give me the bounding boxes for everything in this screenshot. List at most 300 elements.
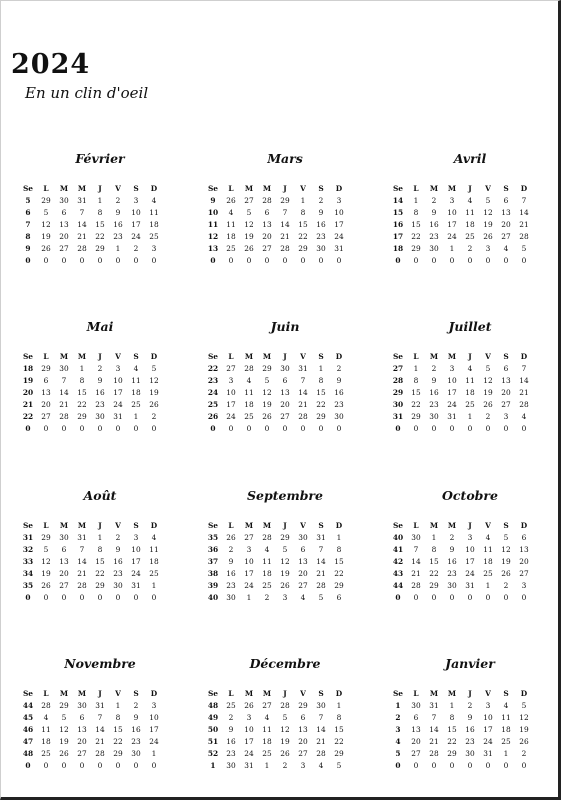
day-cell: 0 <box>485 424 491 433</box>
day-cell: 0 <box>336 424 342 433</box>
day-cell: 24 <box>447 400 457 409</box>
week-row <box>19 219 163 231</box>
week-number: 8 <box>25 232 31 241</box>
week-number: 0 <box>25 424 31 433</box>
day-cell: 20 <box>501 220 511 229</box>
day-cell: 27 <box>59 244 69 253</box>
week-number: 6 <box>25 208 31 217</box>
week-number: 51 <box>207 737 219 746</box>
week-row <box>389 195 533 207</box>
week-row <box>19 399 163 411</box>
day-cell: 22 <box>411 400 421 409</box>
day-cell: 2 <box>521 749 527 758</box>
day-cell: 0 <box>264 256 270 265</box>
week-row <box>19 748 163 760</box>
week-row <box>389 748 533 760</box>
day-cell: 23 <box>95 400 105 409</box>
day-cell: 29 <box>429 581 439 590</box>
day-cell: 5 <box>246 208 252 217</box>
day-cell: 0 <box>413 761 419 770</box>
weekday-header: V <box>300 520 306 530</box>
week-number: 16 <box>392 220 404 229</box>
day-cell: 22 <box>298 232 308 241</box>
day-cell: 30 <box>59 533 69 542</box>
day-cell: 28 <box>244 364 254 373</box>
day-cell: 7 <box>318 713 324 722</box>
weekday-header: S <box>318 183 324 193</box>
weekday-header: M <box>244 183 254 193</box>
day-cell: 31 <box>95 701 105 710</box>
weekday-header: S <box>133 183 139 193</box>
week-row <box>204 363 348 375</box>
day-cell: 8 <box>79 376 85 385</box>
day-cell: 3 <box>521 581 527 590</box>
week-row <box>389 568 533 580</box>
week-row <box>204 700 348 712</box>
week-number-header: Se <box>22 520 34 530</box>
day-cell: 2 <box>133 701 139 710</box>
week-row <box>19 556 163 568</box>
day-cell: 2 <box>264 593 270 602</box>
week-row <box>204 423 348 435</box>
day-cell: 11 <box>244 388 254 397</box>
day-cell: 0 <box>97 424 103 433</box>
day-cell: 2 <box>318 196 324 205</box>
week-number: 0 <box>25 256 31 265</box>
day-cell: 1 <box>300 196 306 205</box>
day-cell: 3 <box>300 761 306 770</box>
year-title: 2024 <box>11 49 91 80</box>
day-cell: 27 <box>298 749 308 758</box>
day-cell: 30 <box>95 412 105 421</box>
day-cell: 1 <box>336 701 342 710</box>
day-cell: 12 <box>483 208 493 217</box>
day-cell: 2 <box>485 412 491 421</box>
day-cell: 14 <box>95 725 105 734</box>
day-cell: 16 <box>226 737 236 746</box>
day-cell: 18 <box>483 557 493 566</box>
day-cell: 3 <box>336 196 342 205</box>
week-number: 20 <box>22 388 34 397</box>
day-cell: 0 <box>318 256 324 265</box>
day-cell: 0 <box>115 424 121 433</box>
week-number: 5 <box>25 196 31 205</box>
weekday-header: L <box>228 351 234 361</box>
day-cell: 24 <box>131 232 141 241</box>
day-cell: 17 <box>244 737 254 746</box>
day-cell: 1 <box>151 749 157 758</box>
day-cell: 13 <box>59 220 69 229</box>
month-name: Mai <box>86 319 114 334</box>
week-number: 45 <box>22 713 34 722</box>
day-cell: 11 <box>149 208 159 217</box>
day-cell: 29 <box>411 412 421 421</box>
day-cell: 0 <box>133 593 139 602</box>
day-cell: 23 <box>429 232 439 241</box>
day-cell: 5 <box>318 593 324 602</box>
week-number: 52 <box>207 749 219 758</box>
day-cell: 28 <box>262 196 272 205</box>
week-number-header: Se <box>392 688 404 698</box>
day-cell: 28 <box>262 533 272 542</box>
weekday-header-row <box>389 350 533 363</box>
week-number: 0 <box>395 256 401 265</box>
week-row <box>19 195 163 207</box>
week-number: 13 <box>207 244 219 253</box>
day-cell: 31 <box>316 533 326 542</box>
day-cell: 22 <box>95 232 105 241</box>
week-number: 21 <box>22 400 34 409</box>
day-cell: 10 <box>483 713 493 722</box>
day-cell: 11 <box>501 713 511 722</box>
day-cell: 1 <box>264 761 270 770</box>
weekday-header: M <box>244 688 254 698</box>
day-cell: 9 <box>318 208 324 217</box>
day-cell: 26 <box>41 581 51 590</box>
week-number: 36 <box>207 545 219 554</box>
week-row <box>389 556 533 568</box>
month-table <box>19 687 163 772</box>
week-row <box>19 375 163 387</box>
week-row <box>389 580 533 592</box>
weekday-header: S <box>503 520 509 530</box>
week-row <box>19 255 163 267</box>
day-cell: 3 <box>485 244 491 253</box>
day-cell: 25 <box>244 412 254 421</box>
month-table <box>389 350 533 435</box>
day-cell: 5 <box>282 713 288 722</box>
day-cell: 31 <box>131 581 141 590</box>
day-cell: 4 <box>521 412 527 421</box>
day-cell: 12 <box>41 220 51 229</box>
week-number: 17 <box>392 232 404 241</box>
day-cell: 29 <box>41 196 51 205</box>
week-number: 25 <box>207 400 219 409</box>
week-number: 0 <box>210 424 216 433</box>
week-row <box>389 219 533 231</box>
day-cell: 7 <box>318 545 324 554</box>
month-table <box>204 687 348 772</box>
week-number: 15 <box>392 208 404 217</box>
day-cell: 26 <box>226 196 236 205</box>
day-cell: 3 <box>485 701 491 710</box>
weekday-header: M <box>429 351 439 361</box>
day-cell: 23 <box>113 569 123 578</box>
week-number: 3 <box>395 725 401 734</box>
weekday-header: J <box>98 351 102 361</box>
day-cell: 0 <box>431 593 437 602</box>
day-cell: 7 <box>61 376 67 385</box>
day-cell: 9 <box>449 545 455 554</box>
day-cell: 17 <box>113 388 123 397</box>
day-cell: 19 <box>483 220 493 229</box>
week-row <box>19 712 163 724</box>
month-table <box>19 182 163 267</box>
day-cell: 9 <box>228 557 234 566</box>
week-row <box>204 207 348 219</box>
day-cell: 29 <box>280 533 290 542</box>
week-row <box>204 243 348 255</box>
day-cell: 18 <box>262 737 272 746</box>
day-cell: 8 <box>431 545 437 554</box>
day-cell: 14 <box>59 388 69 397</box>
week-number: 43 <box>392 569 404 578</box>
month-block <box>389 319 551 435</box>
day-cell: 6 <box>282 376 288 385</box>
day-cell: 6 <box>43 376 49 385</box>
weekday-header: J <box>283 351 287 361</box>
week-number: 31 <box>392 412 404 421</box>
day-cell: 15 <box>411 388 421 397</box>
month-name: Février <box>75 151 125 166</box>
day-cell: 0 <box>115 256 121 265</box>
day-cell: 30 <box>465 749 475 758</box>
month-block <box>204 151 366 267</box>
day-cell: 10 <box>465 545 475 554</box>
month-block <box>19 488 181 604</box>
day-cell: 16 <box>429 220 439 229</box>
weekday-header: D <box>520 351 528 361</box>
week-row <box>389 375 533 387</box>
month-block <box>204 488 366 604</box>
day-cell: 25 <box>149 569 159 578</box>
day-cell: 29 <box>41 364 51 373</box>
day-cell: 1 <box>318 364 324 373</box>
day-cell: 30 <box>447 581 457 590</box>
weekday-header: L <box>413 351 419 361</box>
month-name: Octobre <box>442 488 498 503</box>
day-cell: 26 <box>226 533 236 542</box>
day-cell: 28 <box>59 412 69 421</box>
week-row <box>389 207 533 219</box>
day-cell: 31 <box>113 412 123 421</box>
week-row <box>19 580 163 592</box>
day-cell: 0 <box>282 424 288 433</box>
weekday-header: D <box>150 351 158 361</box>
day-cell: 28 <box>298 412 308 421</box>
day-cell: 16 <box>95 388 105 397</box>
day-cell: 18 <box>465 388 475 397</box>
day-cell: 1 <box>246 593 252 602</box>
day-cell: 30 <box>316 244 326 253</box>
week-number: 35 <box>207 533 219 542</box>
weekday-header: L <box>228 520 234 530</box>
day-cell: 30 <box>59 364 69 373</box>
weekday-header: L <box>413 520 419 530</box>
day-cell: 24 <box>113 400 123 409</box>
month-name: Juin <box>270 319 300 334</box>
day-cell: 22 <box>77 400 87 409</box>
week-number: 28 <box>392 376 404 385</box>
weekday-header: M <box>429 520 439 530</box>
day-cell: 10 <box>447 208 457 217</box>
day-cell: 27 <box>519 569 529 578</box>
day-cell: 0 <box>467 761 473 770</box>
day-cell: 0 <box>115 593 121 602</box>
day-cell: 0 <box>151 761 157 770</box>
day-cell: 0 <box>97 761 103 770</box>
day-cell: 1 <box>133 412 139 421</box>
day-cell: 29 <box>298 244 308 253</box>
day-cell: 6 <box>521 533 527 542</box>
weekday-header: D <box>150 183 158 193</box>
week-number: 0 <box>210 256 216 265</box>
weekday-header: D <box>335 183 343 193</box>
day-cell: 30 <box>226 593 236 602</box>
day-cell: 0 <box>43 424 49 433</box>
day-cell: 3 <box>467 533 473 542</box>
day-cell: 6 <box>61 208 67 217</box>
day-cell: 0 <box>431 256 437 265</box>
day-cell: 17 <box>334 220 344 229</box>
day-cell: 5 <box>43 208 49 217</box>
week-number: 18 <box>22 364 34 373</box>
day-cell: 31 <box>77 533 87 542</box>
day-cell: 24 <box>149 737 159 746</box>
subtitle: En un clin d'oeil <box>25 84 149 102</box>
week-row <box>204 411 348 423</box>
day-cell: 4 <box>318 761 324 770</box>
week-row <box>19 544 163 556</box>
day-cell: 2 <box>228 545 234 554</box>
week-number: 12 <box>207 232 219 241</box>
day-cell: 16 <box>447 557 457 566</box>
week-row <box>19 231 163 243</box>
day-cell: 18 <box>41 737 51 746</box>
day-cell: 20 <box>519 557 529 566</box>
day-cell: 17 <box>131 220 141 229</box>
weekday-header: J <box>468 688 472 698</box>
week-row <box>389 736 533 748</box>
weekday-header-row <box>19 519 163 532</box>
day-cell: 20 <box>41 400 51 409</box>
day-cell: 16 <box>465 725 475 734</box>
day-cell: 0 <box>115 761 121 770</box>
day-cell: 3 <box>228 376 234 385</box>
day-cell: 30 <box>280 364 290 373</box>
day-cell: 1 <box>467 412 473 421</box>
day-cell: 12 <box>149 376 159 385</box>
day-cell: 10 <box>226 388 236 397</box>
day-cell: 12 <box>483 376 493 385</box>
week-row <box>204 195 348 207</box>
day-cell: 25 <box>226 244 236 253</box>
day-cell: 0 <box>449 424 455 433</box>
week-number: 9 <box>25 244 31 253</box>
week-number: 22 <box>207 364 219 373</box>
day-cell: 13 <box>59 557 69 566</box>
day-cell: 2 <box>449 533 455 542</box>
day-cell: 21 <box>316 569 326 578</box>
day-cell: 26 <box>244 701 254 710</box>
weekday-header: M <box>77 520 87 530</box>
day-cell: 4 <box>228 208 234 217</box>
weekday-header-row <box>19 350 163 363</box>
weekday-header: L <box>228 183 234 193</box>
week-row <box>19 700 163 712</box>
day-cell: 26 <box>262 412 272 421</box>
weekday-header: M <box>59 351 69 361</box>
day-cell: 24 <box>334 232 344 241</box>
day-cell: 2 <box>336 364 342 373</box>
day-cell: 0 <box>264 424 270 433</box>
day-cell: 7 <box>413 545 419 554</box>
day-cell: 16 <box>113 557 123 566</box>
day-cell: 22 <box>411 232 421 241</box>
week-number: 7 <box>25 220 31 229</box>
day-cell: 0 <box>300 424 306 433</box>
day-cell: 9 <box>228 725 234 734</box>
day-cell: 9 <box>431 376 437 385</box>
day-cell: 30 <box>429 412 439 421</box>
day-cell: 10 <box>131 208 141 217</box>
weekday-header: M <box>77 183 87 193</box>
week-number-header: Se <box>207 688 219 698</box>
week-number: 26 <box>207 412 219 421</box>
day-cell: 5 <box>503 533 509 542</box>
day-cell: 3 <box>282 593 288 602</box>
week-row <box>389 231 533 243</box>
weekday-header: V <box>115 688 121 698</box>
day-cell: 26 <box>483 232 493 241</box>
day-cell: 19 <box>262 400 272 409</box>
day-cell: 20 <box>59 569 69 578</box>
weekday-header: S <box>133 520 139 530</box>
day-cell: 8 <box>336 713 342 722</box>
week-number: 23 <box>207 376 219 385</box>
day-cell: 26 <box>41 244 51 253</box>
day-cell: 0 <box>61 256 67 265</box>
day-cell: 7 <box>97 713 103 722</box>
week-number: 30 <box>392 400 404 409</box>
week-number: 38 <box>207 569 219 578</box>
weekday-header: M <box>59 688 69 698</box>
day-cell: 24 <box>483 737 493 746</box>
day-cell: 28 <box>77 581 87 590</box>
day-cell: 0 <box>43 761 49 770</box>
day-cell: 0 <box>431 761 437 770</box>
day-cell: 16 <box>131 725 141 734</box>
day-cell: 31 <box>465 581 475 590</box>
week-row <box>389 363 533 375</box>
month-block <box>19 151 181 267</box>
weekday-header: S <box>503 688 509 698</box>
day-cell: 2 <box>115 533 121 542</box>
day-cell: 4 <box>467 196 473 205</box>
week-number: 35 <box>22 581 34 590</box>
day-cell: 28 <box>280 244 290 253</box>
day-cell: 0 <box>61 593 67 602</box>
day-cell: 11 <box>465 376 475 385</box>
day-cell: 24 <box>131 569 141 578</box>
weekday-header: D <box>150 688 158 698</box>
day-cell: 10 <box>149 713 159 722</box>
weekday-header: D <box>335 520 343 530</box>
day-cell: 0 <box>133 256 139 265</box>
day-cell: 27 <box>77 749 87 758</box>
day-cell: 11 <box>262 725 272 734</box>
day-cell: 8 <box>115 713 121 722</box>
day-cell: 4 <box>503 244 509 253</box>
day-cell: 4 <box>151 533 157 542</box>
day-cell: 25 <box>226 701 236 710</box>
day-cell: 30 <box>334 412 344 421</box>
day-cell: 0 <box>449 256 455 265</box>
day-cell: 0 <box>133 424 139 433</box>
month-block <box>204 656 366 772</box>
day-cell: 20 <box>298 569 308 578</box>
week-row <box>204 760 348 772</box>
